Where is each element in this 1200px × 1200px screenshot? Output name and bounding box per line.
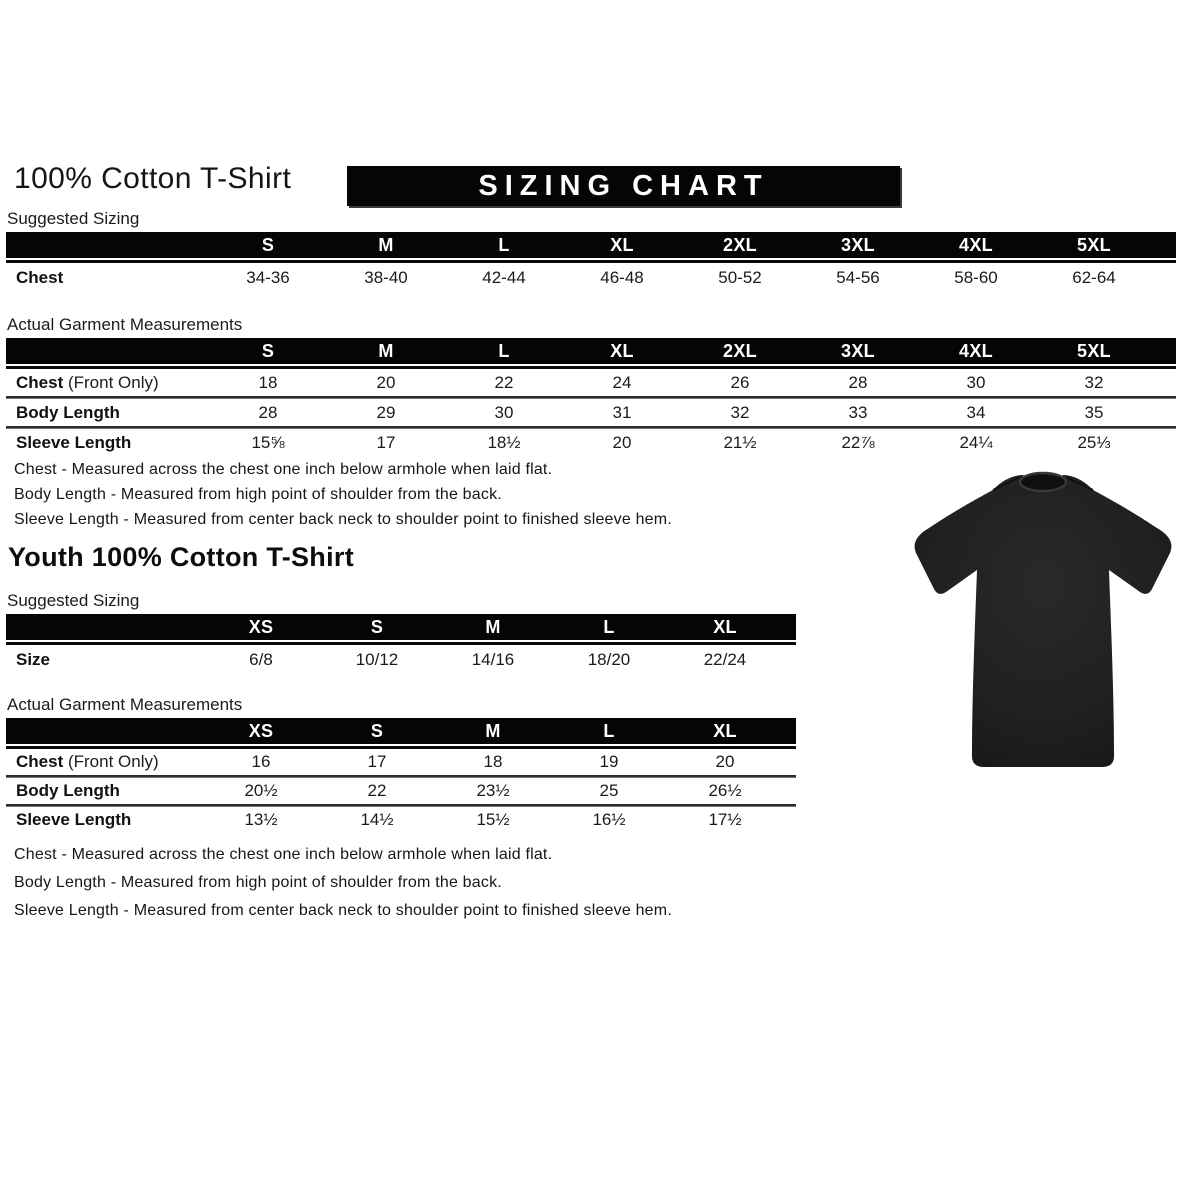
size-column-header: XL xyxy=(713,617,737,637)
table-cell: 18 xyxy=(258,373,278,392)
table-cell: 50-52 xyxy=(718,268,762,287)
table-cell: 28 xyxy=(258,403,278,422)
table-cell: 35 xyxy=(1084,403,1104,422)
table-row-chest xyxy=(6,749,796,775)
row-label xyxy=(6,645,203,675)
table-cell: 21½ xyxy=(723,433,757,452)
t-shirt-collar xyxy=(1020,473,1066,491)
table-cell: 32 xyxy=(1084,373,1104,392)
table-row-sleeve-length xyxy=(6,429,1176,456)
table-cell: 25⅓ xyxy=(1077,433,1111,452)
table-cell: 33 xyxy=(848,403,868,422)
table-cell: 18½ xyxy=(487,433,521,452)
table-cell: 16½ xyxy=(592,810,626,829)
table-cell: 18 xyxy=(483,752,503,771)
size-column-header: XS xyxy=(248,617,274,637)
size-column-header: 2XL xyxy=(723,341,757,361)
youth-section-title: Youth 100% Cotton T-Shirt xyxy=(8,542,354,572)
table-cell: 29 xyxy=(376,403,396,422)
size-column-header: S xyxy=(370,721,384,741)
row-label xyxy=(6,429,209,456)
table-cell: 20 xyxy=(612,433,632,452)
table-cell: 54-56 xyxy=(836,268,880,287)
size-column-header: 3XL xyxy=(841,341,875,361)
table-cell: 30 xyxy=(966,373,986,392)
table-cell: 17 xyxy=(376,433,396,452)
size-column-header: S xyxy=(370,617,384,637)
row-label-text: Body Length xyxy=(16,781,120,800)
size-column-header: L xyxy=(498,235,510,255)
row-label-note: (Front Only) xyxy=(63,373,159,392)
table-cell: 22 xyxy=(494,373,514,392)
size-column-header: L xyxy=(603,721,615,741)
row-label-text: Chest xyxy=(16,752,64,771)
table-cell: 25 xyxy=(599,781,619,800)
table-cell: 22 xyxy=(367,781,387,800)
table-row-body-length xyxy=(6,778,796,804)
table-header-spacer xyxy=(6,614,203,640)
note-chest: Chest - Measured across the chest one inch below armhole when laid flat. xyxy=(14,461,553,478)
youth-actual-measurements-label: Actual Garment Measurements xyxy=(7,695,243,714)
table-cell: 42-44 xyxy=(482,268,526,287)
table-cell: 14/16 xyxy=(471,650,515,669)
adult-suggested-sizing-label: Suggested Sizing xyxy=(7,209,140,228)
size-column-header: XL xyxy=(610,235,634,255)
t-shirt-body xyxy=(915,475,1172,767)
table-cell: 22/24 xyxy=(703,650,747,669)
row-label xyxy=(6,749,203,775)
note-chest: Chest - Measured across the chest one inch below armhole when laid flat. xyxy=(14,846,553,863)
size-column-header: S xyxy=(261,341,275,361)
size-column-header: M xyxy=(485,617,501,637)
table-cell: 34 xyxy=(966,403,986,422)
note-body-length: Body Length - Measured from high point of shoulder from the back. xyxy=(14,874,502,891)
table-cell: 58-60 xyxy=(954,268,998,287)
size-column-header: L xyxy=(603,617,615,637)
table-cell: 23½ xyxy=(476,781,510,800)
size-column-header: 3XL xyxy=(841,235,875,255)
size-column-header: M xyxy=(378,235,394,255)
size-column-header: XL xyxy=(713,721,737,741)
table-cell: 10/12 xyxy=(355,650,399,669)
size-column-header: 2XL xyxy=(723,235,757,255)
table-header-row xyxy=(6,232,1176,260)
table-cell: 20 xyxy=(376,373,396,392)
table-header-spacer xyxy=(6,338,209,364)
table-row-chest xyxy=(6,263,1176,293)
table-cell: 30 xyxy=(494,403,514,422)
size-column-header: 5XL xyxy=(1077,341,1111,361)
youth-suggested-sizing-label: Suggested Sizing xyxy=(7,591,140,610)
note-sleeve-length: Sleeve Length - Measured from center back neck to shoulder point to finished sleeve hem. xyxy=(14,902,672,919)
table-cell: 17 xyxy=(367,752,387,771)
row-label-text: Size xyxy=(16,650,51,669)
table-cell: 20 xyxy=(715,752,735,771)
table-row-chest xyxy=(6,369,1176,396)
row-label-text: Body Length xyxy=(16,403,120,422)
table-cell: 17½ xyxy=(708,810,742,829)
table-header-row xyxy=(6,718,796,746)
size-column-header: M xyxy=(485,721,501,741)
table-header-row xyxy=(6,338,1176,366)
size-column-header: XL xyxy=(610,341,634,361)
table-cell: 24 xyxy=(612,373,632,392)
row-label-text: Chest xyxy=(16,268,64,287)
table-cell: 15½ xyxy=(476,810,510,829)
table-row-body-length xyxy=(6,399,1176,426)
size-column-header: 4XL xyxy=(959,235,993,255)
table-cell: 62-64 xyxy=(1072,268,1116,287)
row-label xyxy=(6,778,203,804)
row-label-note: (Front Only) xyxy=(63,752,159,771)
table-cell: 22⅞ xyxy=(841,433,875,452)
size-column-header: S xyxy=(261,235,275,255)
row-label xyxy=(6,263,209,293)
table-cell: 31 xyxy=(612,403,632,422)
size-column-header: M xyxy=(378,341,394,361)
row-label-text: Sleeve Length xyxy=(16,810,132,829)
adult-section-title: 100% Cotton T-Shirt xyxy=(14,162,292,195)
table-cell: 28 xyxy=(848,373,868,392)
table-cell: 15⅝ xyxy=(251,433,285,452)
table-header-row xyxy=(6,614,796,642)
note-sleeve-length: Sleeve Length - Measured from center back neck to shoulder point to finished sleeve hem. xyxy=(14,511,672,528)
sizing-chart-banner xyxy=(347,166,900,206)
table-cell: 20½ xyxy=(244,781,278,800)
adult-suggested-sizing-table xyxy=(6,232,1176,293)
sizing-chart-banner-text: SIZING CHART xyxy=(478,169,769,202)
youth-actual-measurements-table xyxy=(6,718,796,833)
table-cell: 19 xyxy=(599,752,619,771)
row-label xyxy=(6,369,209,396)
row-label-text: Sleeve Length xyxy=(16,433,132,452)
table-cell: 24¼ xyxy=(959,433,993,452)
table-row-sleeve-length xyxy=(6,807,796,833)
youth-suggested-sizing-table xyxy=(6,614,796,675)
table-cell: 26½ xyxy=(708,781,742,800)
row-label xyxy=(6,399,209,426)
t-shirt-image xyxy=(893,466,1193,811)
adult-actual-measurements-label: Actual Garment Measurements xyxy=(7,315,243,334)
row-label xyxy=(6,807,203,833)
table-cell: 26 xyxy=(730,373,750,392)
table-cell: 38-40 xyxy=(364,268,408,287)
size-column-header: L xyxy=(498,341,510,361)
table-header-spacer xyxy=(6,232,209,258)
table-cell: 18/20 xyxy=(587,650,631,669)
adult-actual-measurements-table xyxy=(6,338,1176,456)
table-cell: 34-36 xyxy=(246,268,290,287)
table-cell: 46-48 xyxy=(600,268,644,287)
size-column-header: 5XL xyxy=(1077,235,1111,255)
row-label-text: Chest xyxy=(16,373,64,392)
table-cell: 6/8 xyxy=(249,650,273,669)
table-cell: 32 xyxy=(730,403,750,422)
table-cell: 14½ xyxy=(360,810,394,829)
table-row-size xyxy=(6,645,796,675)
table-header-spacer xyxy=(6,718,203,744)
table-cell: 16 xyxy=(251,752,271,771)
size-column-header: 4XL xyxy=(959,341,993,361)
table-cell: 13½ xyxy=(244,810,278,829)
size-column-header: XS xyxy=(248,721,274,741)
note-body-length: Body Length - Measured from high point of shoulder from the back. xyxy=(14,486,502,503)
